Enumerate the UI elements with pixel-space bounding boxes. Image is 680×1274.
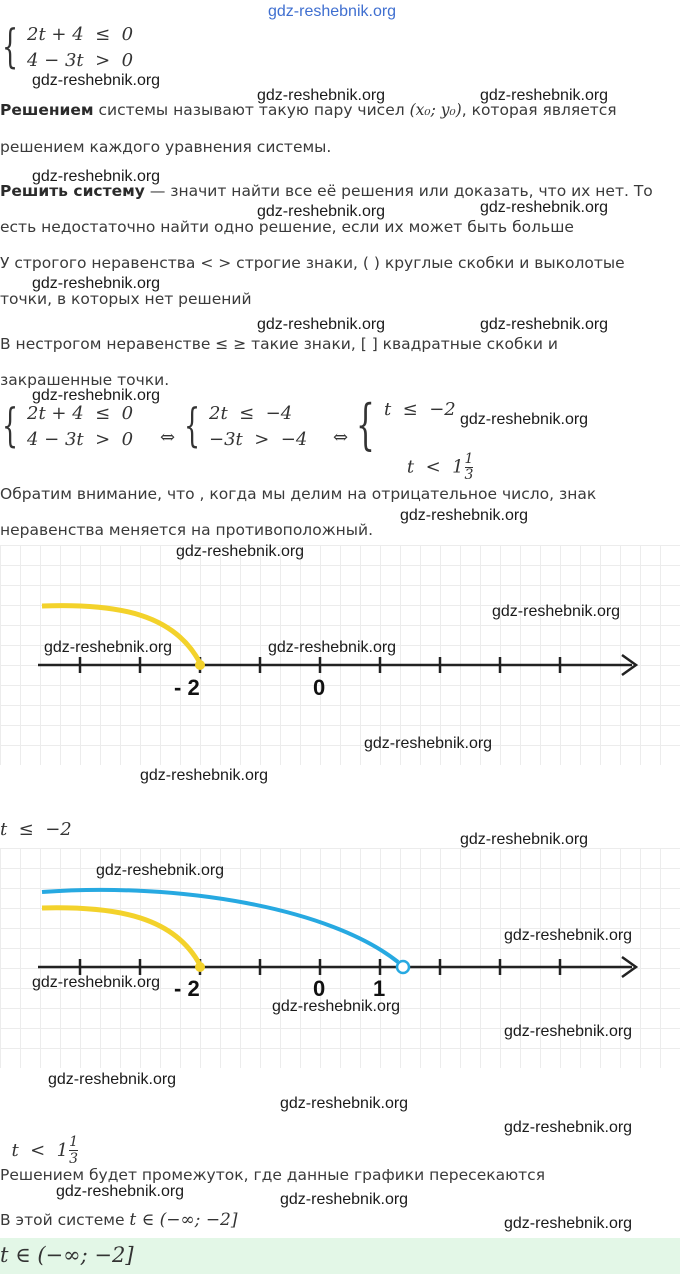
system-solution-line	[0, 1210, 238, 1230]
watermark: gdz-reshebnik.org	[400, 507, 529, 524]
system-2c-row-1: t ≤ −2	[384, 399, 456, 420]
inequality-t-le-minus-2: t ≤ −2	[0, 819, 72, 840]
answer-box	[0, 1238, 680, 1274]
watermark: gdz-reshebnik.org	[176, 543, 305, 560]
definition-solve-line-2: есть недостаточно найти одно решение, если их может быть больше	[0, 218, 574, 236]
system-2c-row-2-text: t < 1	[406, 456, 464, 478]
tick-label-minus-2: - 2	[174, 976, 200, 1001]
watermark: gdz-reshebnik.org	[480, 316, 609, 333]
tick-label-minus-2: - 2	[174, 675, 200, 700]
watermark: gdz-reshebnik.org	[257, 203, 386, 220]
watermark: gdz-reshebnik.org	[32, 275, 161, 292]
watermark: gdz-reshebnik.org	[48, 1071, 177, 1088]
solution-arc-yellow	[42, 908, 200, 965]
definition-solve-text: — значит найти все её решения или доказать, что их нет. То	[144, 182, 653, 200]
definition-solution	[0, 101, 617, 119]
watermark: gdz-reshebnik.org	[272, 998, 401, 1015]
fraction-denominator: 3	[464, 467, 474, 483]
watermark: gdz-reshebnik.org	[56, 1183, 185, 1200]
fraction	[465, 452, 474, 483]
watermark: gdz-reshebnik.org	[44, 639, 173, 656]
watermark: gdz-reshebnik.org	[480, 199, 609, 216]
number-line-graph-1	[0, 545, 680, 765]
nonstrict-inequality-note-line-2: закрашенные точки.	[0, 371, 170, 389]
fraction-numerator: 1	[69, 1134, 79, 1150]
system-2b-row-1: 2t ≤ −4	[209, 403, 293, 424]
left-brace: {	[2, 398, 19, 452]
strict-inequality-note: У строгого неравенства < > строгие знаки, ( ) круглые скобки и выколотые	[0, 254, 625, 272]
watermark: gdz-reshebnik.org	[280, 1191, 409, 1208]
number-line-graph-2	[0, 848, 680, 1068]
pair-math: (x₀; y₀)	[409, 101, 462, 119]
watermark: gdz-reshebnik.org	[140, 767, 269, 784]
system-1	[27, 24, 133, 76]
left-brace: {	[2, 19, 19, 73]
left-brace: {	[184, 398, 201, 452]
equivalence-sign: ⇔	[333, 427, 349, 448]
answer-text: t ∈ (−∞; −2]	[0, 1243, 134, 1267]
sign-change-note: Обратим внимание, что , когда мы делим на отрицательное число, знак	[0, 485, 597, 503]
tick-label-0: 0	[313, 675, 326, 700]
watermark: gdz-reshebnik.org	[460, 831, 589, 848]
closed-point	[195, 660, 205, 670]
system-2a-row-2: 4 − 3t > 0	[27, 429, 134, 450]
strict-inequality-note-line-2: точки, в которых нет решений	[0, 290, 252, 308]
inequality-t-lt-1-1-3	[0, 1113, 78, 1167]
watermark: gdz-reshebnik.org	[492, 603, 621, 620]
watermark: gdz-reshebnik.org	[460, 411, 589, 428]
definition-solve-system	[0, 182, 653, 200]
system-solution-text: В этой системе	[0, 1211, 130, 1229]
watermark: gdz-reshebnik.org	[32, 168, 161, 185]
watermark: gdz-reshebnik.org	[504, 1023, 633, 1040]
watermark: gdz-reshebnik.org	[257, 87, 386, 104]
watermark: gdz-reshebnik.org	[96, 862, 225, 879]
watermark: gdz-reshebnik.org	[32, 72, 161, 89]
sign-change-note-line-2: неравенства меняется на противоположный.	[0, 521, 374, 539]
nonstrict-inequality-note: В нестрогом неравенстве ≤ ≥ такие знаки, [ ] квадратные скобки и	[0, 335, 558, 353]
watermark: gdz-reshebnik.org	[268, 639, 397, 656]
system-2-part-2	[209, 403, 307, 455]
system-2c-row-2	[384, 431, 474, 483]
watermark: gdz-reshebnik.org	[280, 1095, 409, 1112]
closed-point	[195, 962, 205, 972]
system-1-row-1: 2t + 4 ≤ 0	[27, 24, 134, 45]
system-solution-math: t ∈ (−∞; −2]	[129, 1210, 238, 1230]
left-brace: {	[356, 393, 375, 456]
system-2-part-1	[27, 403, 133, 455]
definition-solve-term: Решить систему	[0, 182, 145, 200]
watermark: gdz-reshebnik.org	[257, 316, 386, 333]
watermark: gdz-reshebnik.org	[480, 87, 609, 104]
open-point	[397, 961, 409, 973]
tick-label-0: 0	[313, 976, 326, 1001]
watermark: gdz-reshebnik.org	[32, 387, 161, 404]
definition-solution-text-end: , которая является	[461, 101, 617, 119]
watermark: gdz-reshebnik.org	[32, 974, 161, 991]
watermark: gdz-reshebnik.org	[504, 1215, 633, 1232]
system-2b-row-2: −3t > −4	[209, 429, 308, 450]
fraction-denominator: 3	[69, 1151, 79, 1167]
system-2a-row-1: 2t + 4 ≤ 0	[27, 403, 134, 424]
watermark: gdz-reshebnik.org	[504, 927, 633, 944]
system-1-row-2: 4 − 3t > 0	[27, 50, 134, 71]
fraction-numerator: 1	[464, 451, 474, 467]
conclusion-text: Решением будет промежуток, где данные графики пересекаются	[0, 1166, 546, 1184]
solution-arc-blue	[42, 890, 398, 962]
system-2-part-3	[384, 399, 474, 483]
definition-solution-line-2: решением каждого уравнения системы.	[0, 138, 332, 156]
equivalence-sign: ⇔	[160, 427, 176, 448]
inequality-t-lt-text: t < 1	[11, 1140, 69, 1161]
definition-solution-term: Решением	[0, 101, 94, 119]
watermark: gdz-reshebnik.org	[268, 3, 397, 20]
watermark: gdz-reshebnik.org	[504, 1119, 633, 1136]
watermark: gdz-reshebnik.org	[364, 735, 493, 752]
tick-label-1: 1	[373, 976, 386, 1001]
definition-solution-text: системы называют такую пару чисел	[93, 101, 410, 119]
fraction	[69, 1134, 78, 1167]
